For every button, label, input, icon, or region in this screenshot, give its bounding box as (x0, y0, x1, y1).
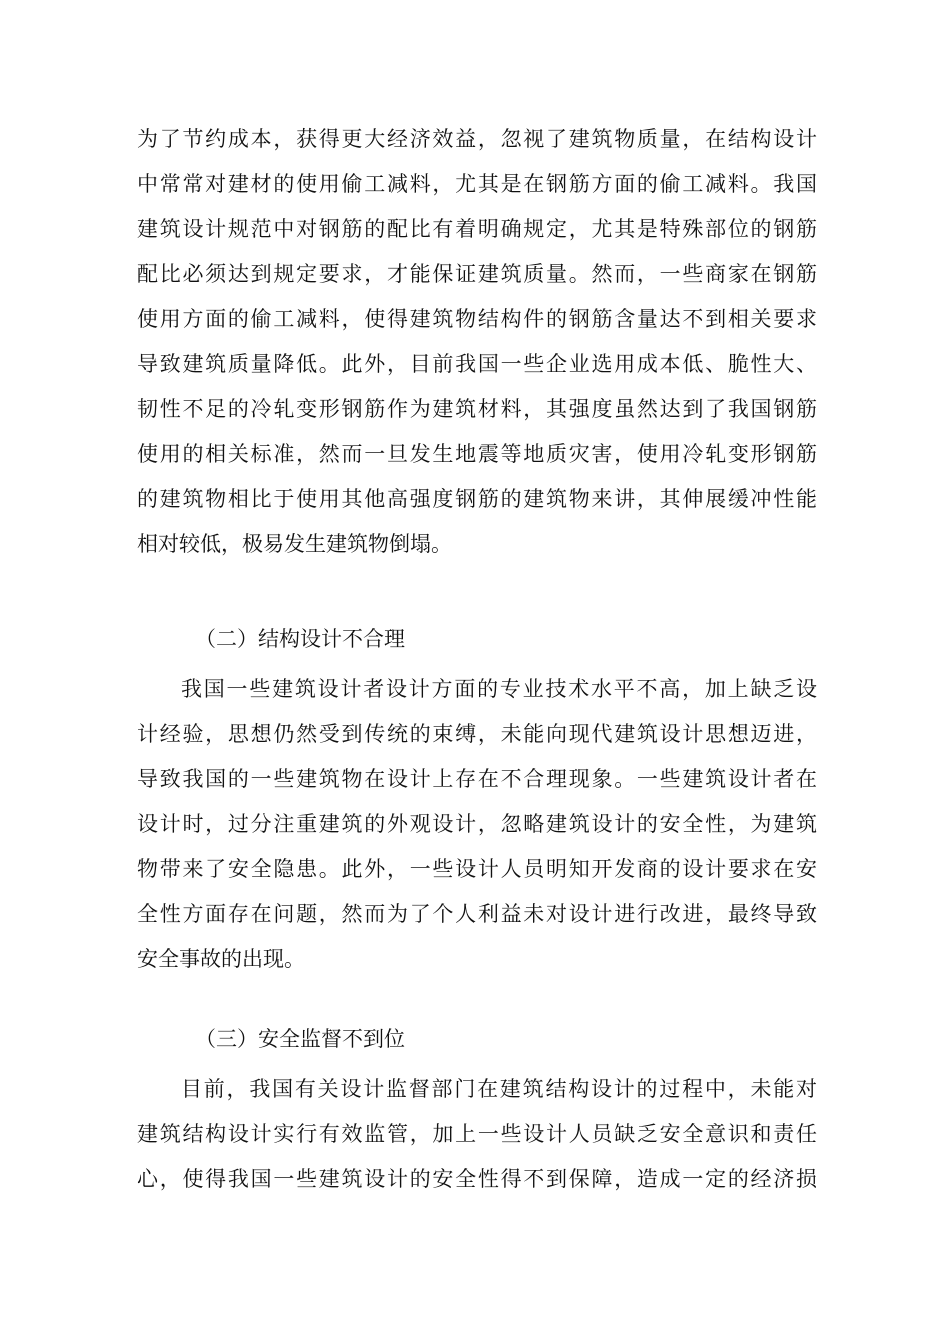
paragraph-1-line: 建筑设计规范中对钢筋的配比有着明确规定，尤其是特殊部位的钢筋 (137, 217, 817, 241)
paragraph-1-line: 使用的相关标准，然而一旦发生地震等地质灾害，使用冷轧变形钢筋 (137, 442, 817, 466)
paragraph-2 (137, 667, 817, 982)
paragraph-1-line: 中常常对建材的使用偷工减料，尤其是在钢筋方面的偷工减料。我国 (137, 172, 817, 196)
paragraph-1-line: 使用方面的偷工减料，使得建筑物结构件的钢筋含量达不到相关要求 (137, 307, 817, 331)
section-heading-3-text: （三）安全监督不到位 (195, 1027, 405, 1051)
paragraph-1-line: 韧性不足的冷轧变形钢筋作为建筑材料，其强度虽然达到了我国钢筋 (137, 397, 817, 421)
paragraph-1-line: 的建筑物相比于使用其他高强度钢筋的建筑物来讲，其伸展缓冲性能 (137, 487, 817, 511)
paragraph-2-line: 安全事故的出现。 (137, 947, 305, 971)
paragraph-3-line: 心，使得我国一些建筑设计的安全性得不到保障，造成一定的经济损 (137, 1167, 817, 1191)
paragraph-1-line: 为了节约成本，获得更大经济效益，忽视了建筑物质量，在结构设计 (137, 127, 817, 151)
section-heading-2 (137, 617, 817, 662)
paragraph-1-line: 相对较低，极易发生建筑物倒塌。 (137, 532, 452, 556)
paragraph-1 (137, 117, 817, 567)
paragraph-3-line: 建筑结构设计实行有效监管，加上一些设计人员缺乏安全意识和责任 (137, 1122, 817, 1146)
paragraph-2-line: 全性方面存在问题，然而为了个人利益未对设计进行改进，最终导致 (137, 902, 817, 926)
paragraph-2-line: 我国一些建筑设计者设计方面的专业技术水平不高，加上缺乏设 (181, 677, 817, 701)
paragraph-2-line: 物带来了安全隐患。此外，一些设计人员明知开发商的设计要求在安 (137, 857, 817, 881)
paragraph-1-line: 导致建筑质量降低。此外，目前我国一些企业选用成本低、脆性大、 (137, 352, 817, 376)
paragraph-2-line: 设计时，过分注重建筑的外观设计，忽略建筑设计的安全性，为建筑 (137, 812, 817, 836)
paragraph-2-line: 计经验，思想仍然受到传统的束缚，未能向现代建筑设计思想迈进， (137, 722, 817, 746)
paragraph-2-line: 导致我国的一些建筑物在设计上存在不合理现象。一些建筑设计者在 (137, 767, 817, 791)
section-heading-2-text: （二）结构设计不合理 (195, 627, 405, 651)
paragraph-3-line: 目前，我国有关设计监督部门在建筑结构设计的过程中，未能对 (181, 1077, 817, 1101)
paragraph-1-line: 配比必须达到规定要求，才能保证建筑质量。然而，一些商家在钢筋 (137, 262, 817, 286)
paragraph-3 (137, 1067, 817, 1202)
section-heading-3 (137, 1017, 817, 1062)
